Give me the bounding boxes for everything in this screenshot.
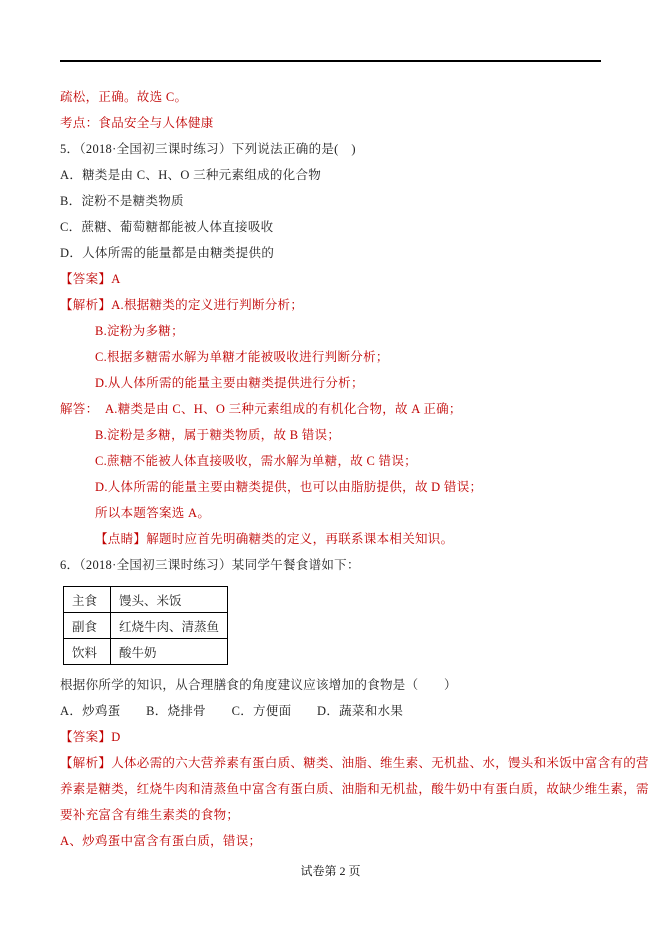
question5-analysis-line: B.淀粉是多糖，属于糖类物质，故 B 错误； xyxy=(95,428,341,442)
table-cell: 酸牛奶 xyxy=(111,639,228,665)
question5-key-tip-line: 【点睛】解题时应首先明确糖类的定义，再联系课本相关知识。 xyxy=(95,532,454,546)
question6-options: A．炒鸡蛋 B．烧排骨 C．方便面 D．蔬菜和水果 xyxy=(60,704,404,718)
page-footer: 试卷第 2 页 xyxy=(300,864,361,878)
question6-stem: 6．（2018·全国初三课时练习）某同学午餐食谱如下： xyxy=(60,558,360,572)
header-divider xyxy=(60,60,601,62)
question5-analysis-line: 所以本题答案选 A。 xyxy=(95,506,211,520)
lunch-menu-table xyxy=(63,586,228,665)
question5-option-d: D．人体所需的能量都是由糖类提供的 xyxy=(60,246,275,260)
exam-point-line: 考点：食品安全与人体健康 xyxy=(60,116,214,130)
question5-stem: 5．（2018·全国初三课时练习）下列说法正确的是( ) xyxy=(60,142,356,156)
table-row xyxy=(64,639,228,665)
question5-option-a: A．糖类是由 C、H、O 三种元素组成的化合物 xyxy=(60,168,322,182)
table-cell: 馒头、米饭 xyxy=(111,587,228,613)
question5-analysis-line: D.从人体所需的能量主要由糖类提供进行分析； xyxy=(95,376,364,390)
table-cell: 饮料 xyxy=(64,639,111,665)
document-body xyxy=(60,84,649,854)
table-row xyxy=(64,587,228,613)
prior-answer-conclusion: 疏松，正确。故选 C。 xyxy=(60,90,188,104)
question6-analysis-option-a: A、炒鸡蛋中富含有蛋白质，错误； xyxy=(60,834,262,848)
table-cell: 副食 xyxy=(64,613,111,639)
question5-analysis-line: 解答： A.糖类是由 C、H、O 三种元素组成的有机化合物，故 A 正确； xyxy=(60,402,462,416)
question5-option-b: B．淀粉不是糖类物质 xyxy=(60,194,184,208)
question5-analysis-line: 【解析】A.根据糖类的定义进行判断分析； xyxy=(60,298,304,312)
question5-analysis-line: B.淀粉为多糖； xyxy=(95,324,184,338)
question6-question: 根据你所学的知识，从合理膳食的角度建议应该增加的食物是（ ） xyxy=(60,678,457,692)
question6-analysis-line: 养素是糖类，红烧牛肉和清蒸鱼中富含有蛋白质、油脂和无机盐，酸牛奶中有蛋白质，故缺少维生素，需 xyxy=(60,782,649,796)
question6-analysis-line: 要补充富含有维生素类的食物； xyxy=(60,808,240,822)
question6-answer: 【答案】D xyxy=(60,730,121,744)
question5-analysis-line: D.人体所需的能量主要由糖类提供，也可以由脂肪提供，故 D 错误； xyxy=(95,480,483,494)
table-cell: 主食 xyxy=(64,587,111,613)
question5-analysis-line: C.根据多糖需水解为单糖才能被吸收进行判断分析； xyxy=(95,350,389,364)
question5-option-c: C．蔗糖、葡萄糖都能被人体直接吸收 xyxy=(60,220,274,234)
question5-analysis-line: C.蔗糖不能被人体直接吸收，需水解为单糖，故 C 错误； xyxy=(95,454,417,468)
question6-analysis-line: 【解析】人体必需的六大营养素有蛋白质、糖类、油脂、维生素、无机盐、水，馒头和米饭中富含有的营 xyxy=(60,756,649,770)
table-row xyxy=(64,613,228,639)
question5-answer: 【答案】A xyxy=(60,272,121,286)
table-cell: 红烧牛肉、清蒸鱼 xyxy=(111,613,228,639)
